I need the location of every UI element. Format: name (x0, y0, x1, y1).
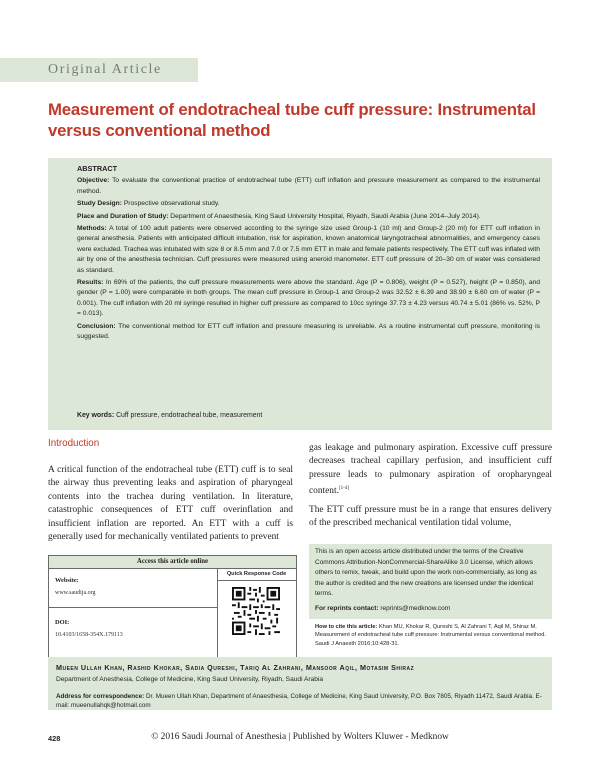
author-list: Mueen Ullah Khan, Rashid Khokar, Sadia Qureshi, Tariq Al Zahrani, Mansoor Aqil, Motasim Shiraz (56, 663, 415, 672)
license-content (315, 547, 547, 618)
authors-band (48, 657, 552, 710)
reprints-email[interactable]: reprints@medknow.com (380, 604, 451, 612)
intro-paragraph-3: The ETT cuff pressure must be in a range that ensures delivery of the prescribed mechanical ventilation tidal volume, (309, 505, 552, 529)
intro-heading: Introduction (48, 438, 100, 449)
license-box (309, 544, 552, 658)
abstract-results: Results: In 69% of the patients, the cuff pressure measurements were above the standard. Age (P = 0.806), weight (P = 0.527), height (P = 0.850), and gender (P = 1.00) were comparable in both groups. The mean cuff pressure in Group-1 and Group-2 was 32.52 ± 6.39 and 38.90 ± 6.60 cm of water (P = 0.001). The cuff inflation with 20 ml syringe resulted in higher cuff pressure as compared to 10cc syringe 37.73 ± 4.23 versus 40.74 ± 5.01 (86% vs. 52%, P = 0.013). (77, 279, 541, 318)
citation-ref[interactable]: [1-4] (338, 486, 349, 492)
abstract-heading: ABSTRACT (77, 164, 118, 173)
intro-paragraph-2: gas leakage and pulmonary aspiration. Excessive cuff pressure decreases tracheal capillary perfusion, and insufficient cuff pressure leads to pulmonary aspiration of oropharyngeal content.[1-4] (309, 443, 552, 497)
doi-value[interactable]: 10.4103/1658-354X.179113 (55, 632, 123, 638)
page-number: 428 (48, 734, 61, 743)
doi-label: DOI: (55, 619, 70, 626)
qr-label: Quick Response Code (217, 569, 296, 581)
access-online-box (48, 555, 297, 658)
abstract-box (48, 158, 552, 430)
abstract-objective: Objective: To evaluate the conventional practice of endotracheal tube (ETT) cuff inflation and pressure measurement as compared to the instrumental method. (77, 177, 540, 195)
abstract-conclusion: Conclusion: The conventional method for ETT cuff inflation and pressure measuring is unreliable. As a routine instrumental cuff pressure, monitoring is suggested. (77, 322, 540, 341)
cite-box (309, 618, 552, 659)
abstract-design: Study Design: Prospective observational study. (77, 200, 220, 208)
abstract-content (77, 164, 540, 345)
license-text: This is an open access article distributed under the terms of the Creative Commons Attribution-NonCommercial-ShareAlike 3.0 License, which allows others to remix, tweak, and build upon the work non-commercially, as long as the author is credited and the new creations are licensed under the identical terms. (315, 548, 537, 597)
abstract-methods: Methods: A total of 100 adult patients were observed according to the syringe size used Group-1 (10 ml) and Group-2 (20 ml) for ETT cuff inflation in general anesthesia. Patients with anticipated difficult intubation, risk for aspiration, known anatomical laryngotracheal abnormalities, and emergency cases were excluded. Trachea was intubated with size 8 or 8.5 mm and 7.0 or 7.5 mm ETT in male and female patients respectively. The ETT cuff was inflated with air by one of the anesthesia technician. Cuff pressures were measured using aneroid manometer. ETT cuff pressure of 20–30 cm of water was considered as standard. (77, 225, 540, 274)
cite-text: How to cite this article: Khan MU, Khokar R, Qureshi S, Al Zahrani T, Aqil M, Shiraz M. Measurement of endotracheal tube cuff pressure: Instrumental versus conventional method. Saudi J Anaesth 2016;10:428-31. (315, 624, 546, 647)
reprints-line: For reprints contact: reprints@medknow.com (315, 604, 451, 612)
website-link[interactable]: www.saudija.org (55, 590, 96, 596)
intro-paragraph-1: A critical function of the endotracheal tube (ETT) cuff is to seal the airway thus preventing leaks and aspiration of pharyngeal contents into the trachea during ventilation. In literature, catastrophic consequences of ETT cuff overinflation and insufficient inflation are reported. An ETT with a cuff is generally used for mechanically ventilated patients to prevent (48, 465, 293, 543)
article-type: Original Article (48, 62, 162, 77)
divider (217, 569, 218, 657)
website-label: Website: (55, 577, 79, 584)
access-title: Access this article online (49, 556, 296, 569)
correspondence: Address for correspondence: Dr. Mueen Ullah Khan, Department of Anaesthesia, College of Medicine, King Saud University, P.O. Box 7805, Riyadh 11472, Saudi Arabia. E-mail: mueenullahqk@hotmail.com (56, 693, 542, 710)
footer-text: © 2016 Saudi Journal of Anesthesia | Published by Wolters Kluwer - Medknow (151, 732, 449, 742)
abstract-place: Place and Duration of Study: Department of Anaesthesia, King Saud University Hospital, Riyadh, Saudi Arabia (June 2014–July 2014). (77, 212, 481, 220)
affiliation: Department of Anesthesia, College of Medicine, King Saud University, Riyadh, Saudi Arabia (56, 676, 324, 683)
divider (49, 607, 217, 608)
qr-code-icon[interactable] (232, 587, 280, 635)
keywords: Key words: Cuff pressure, endotracheal tube, measurement (77, 412, 263, 419)
article-title: Measurement of endotracheal tube cuff pressure: Instrumental versus conventional method (48, 100, 536, 140)
